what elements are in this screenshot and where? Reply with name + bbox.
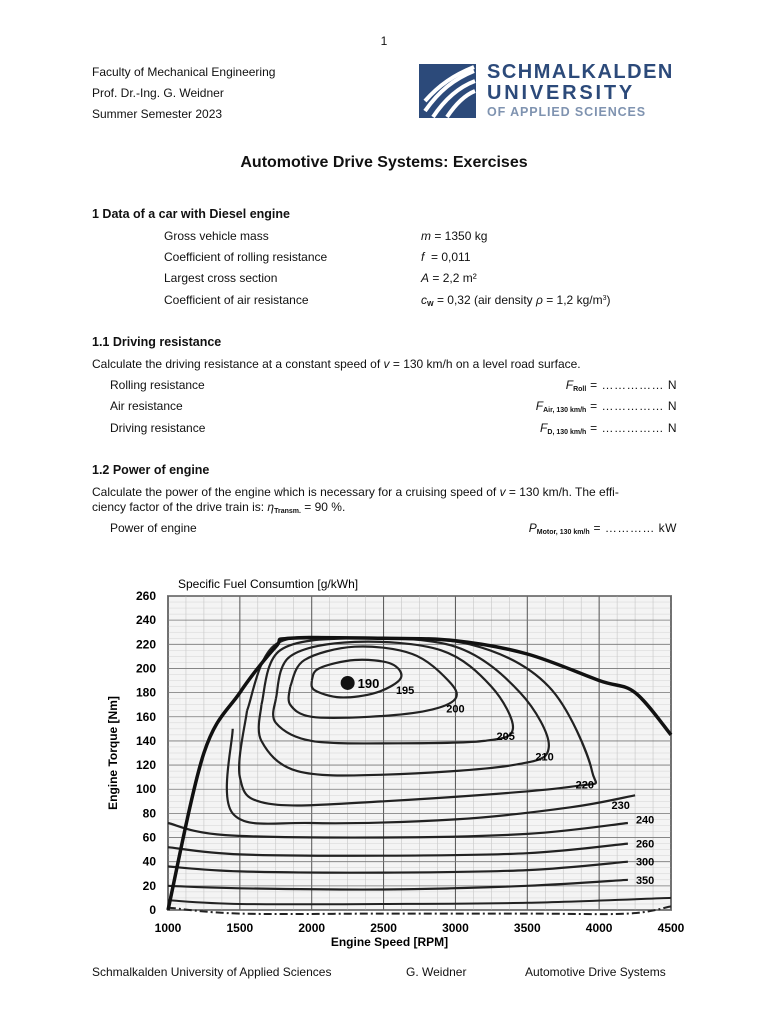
data-value [421, 250, 471, 264]
fuel-consumption-map [106, 570, 690, 950]
y-tick-label: 140 [135, 733, 156, 748]
answer-field[interactable] [540, 421, 677, 435]
logo-line-1: SCHMALKALDEN [487, 61, 674, 83]
contour-label-240: 240 [635, 814, 655, 827]
subscript: W [427, 301, 434, 308]
answer-label: Power of engine [110, 521, 197, 535]
answer-field[interactable] [536, 399, 677, 413]
data-label: Coefficient of air resistance [164, 293, 309, 307]
answer-blank: = …………… N [586, 399, 677, 413]
y-tick-label: 40 [142, 854, 156, 869]
contour-label-200: 200 [446, 703, 465, 716]
value-text: = 1350 kg [431, 229, 488, 243]
symbol: F [565, 378, 574, 392]
x-tick-label: 1500 [226, 921, 254, 935]
value-text-3: ) [606, 293, 611, 307]
y-tick-label: 240 [135, 613, 156, 628]
y-tick-label: 0 [149, 903, 156, 917]
answer-field[interactable] [529, 521, 677, 535]
chart-svg [106, 570, 690, 950]
contour-label-260: 260 [635, 838, 655, 851]
y-tick-label: 200 [135, 661, 156, 676]
optimum-point [341, 676, 355, 690]
contour-label-230: 230 [611, 799, 630, 812]
symbol: v [499, 485, 506, 499]
value-text: = 0,011 [424, 250, 471, 264]
semester: Summer Semester 2023 [92, 107, 223, 121]
subscript: Air, 130 km/h [543, 407, 587, 414]
subscript: Transm. [274, 508, 301, 515]
answer-label: Driving resistance [110, 421, 206, 435]
data-label: Largest cross section [164, 271, 278, 285]
y-tick-label: 260 [135, 589, 156, 603]
faculty-name: Faculty of Mechanical Engineering [92, 65, 276, 79]
y-tick-label: 80 [142, 806, 156, 821]
symbol: A [421, 271, 430, 285]
y-tick-label: 100 [135, 782, 156, 797]
text-part: Calculate the power of the engine which is necessary for a cruising speed of [92, 485, 500, 499]
symbol: F [535, 399, 544, 413]
page-number: 1 [380, 34, 388, 48]
y-tick-label: 180 [135, 685, 156, 700]
eta-symbol: η [267, 500, 275, 514]
contour-label-220: 220 [575, 779, 594, 792]
footer-left: Schmalkalden University of Applied Sciences [92, 965, 332, 979]
answer-field[interactable] [566, 378, 677, 392]
answer-label: Air resistance [110, 399, 183, 413]
optimum-point-label: 190 [357, 675, 380, 691]
answer-blank: = …………… N [586, 421, 677, 435]
section-1-2-line-2 [92, 500, 345, 514]
y-tick-label: 220 [135, 637, 156, 652]
subscript: Motor, 130 km/h [536, 529, 590, 536]
y-tick-label: 160 [135, 709, 156, 724]
symbol: P [528, 521, 537, 535]
contour-label-205: 205 [496, 731, 515, 744]
data-value [421, 293, 610, 307]
symbol: v [383, 357, 390, 371]
text-part: Calculate the driving resistance at a constant speed of [92, 357, 384, 371]
x-tick-label: 1000 [154, 921, 182, 935]
answer-label: Rolling resistance [110, 378, 205, 392]
section-1-2-line-1 [92, 485, 619, 499]
header-info [92, 62, 275, 125]
answer-blank: = …………… N [586, 378, 677, 392]
x-tick-label: 3000 [442, 921, 469, 935]
value-text-2: = 1,2 kg/m [542, 293, 603, 307]
x-tick-label: 4500 [657, 921, 685, 935]
subscript: Roll [573, 386, 587, 393]
contour-label-210: 210 [535, 751, 554, 764]
text-part: = 130 km/h on a level road surface. [389, 357, 581, 371]
x-axis-label: Engine Speed [RPM] [330, 935, 449, 949]
x-tick-label: 2500 [370, 921, 397, 935]
value-text: = 2,2 m² [429, 271, 477, 285]
data-value [421, 229, 487, 243]
subscript: D, 130 km/h [547, 429, 587, 436]
text-part: = 130 km/h. The effi- [505, 485, 619, 499]
symbol: c [421, 293, 427, 307]
symbol: f [421, 250, 425, 264]
symbol: F [540, 421, 548, 435]
footer-right: Automotive Drive Systems [525, 965, 666, 979]
logo-line-2: UNIVERSITY [487, 82, 636, 104]
y-axis-label: Engine Torque [Nm] [106, 696, 120, 810]
value-text: = 0,32 (air density [433, 293, 536, 307]
data-value [421, 271, 477, 285]
logo-line-3: OF APPLIED SCIENCES [487, 105, 647, 119]
footer-center: G. Weidner [406, 965, 467, 979]
x-tick-label: 2000 [298, 921, 326, 935]
contour-label-350: 350 [635, 874, 655, 887]
x-tick-label: 4000 [585, 921, 613, 935]
section-1-1-heading: 1.1 Driving resistance [92, 335, 222, 349]
y-tick-label: 60 [142, 830, 156, 845]
section-1-2-heading: 1.2 Power of engine [92, 463, 210, 477]
answer-blank: = ………… kW [589, 521, 677, 535]
y-tick-label: 120 [135, 758, 156, 773]
data-label: Coefficient of rolling resistance [164, 250, 328, 264]
y-tick-label: 20 [142, 878, 156, 893]
superscript: 3 [602, 295, 607, 302]
rho-symbol: ρ [536, 293, 543, 307]
text-part: ciency factor of the drive train is: [92, 500, 268, 514]
university-logo [419, 61, 689, 121]
symbol: m [421, 229, 431, 243]
chart-title: Specific Fuel Consumtion [g/kWh] [178, 577, 359, 591]
contour-label-300: 300 [635, 856, 655, 869]
professor-name: Prof. Dr.-Ing. G. Weidner [92, 86, 224, 100]
page-title: Automotive Drive Systems: Exercises [240, 154, 528, 171]
section-1-1-text [92, 357, 581, 371]
data-label: Gross vehicle mass [164, 229, 269, 243]
section-1-heading: 1 Data of a car with Diesel engine [92, 207, 290, 221]
x-tick-label: 3500 [513, 921, 541, 935]
text-part: = 90 %. [300, 500, 346, 514]
contour-label-195: 195 [395, 685, 415, 698]
